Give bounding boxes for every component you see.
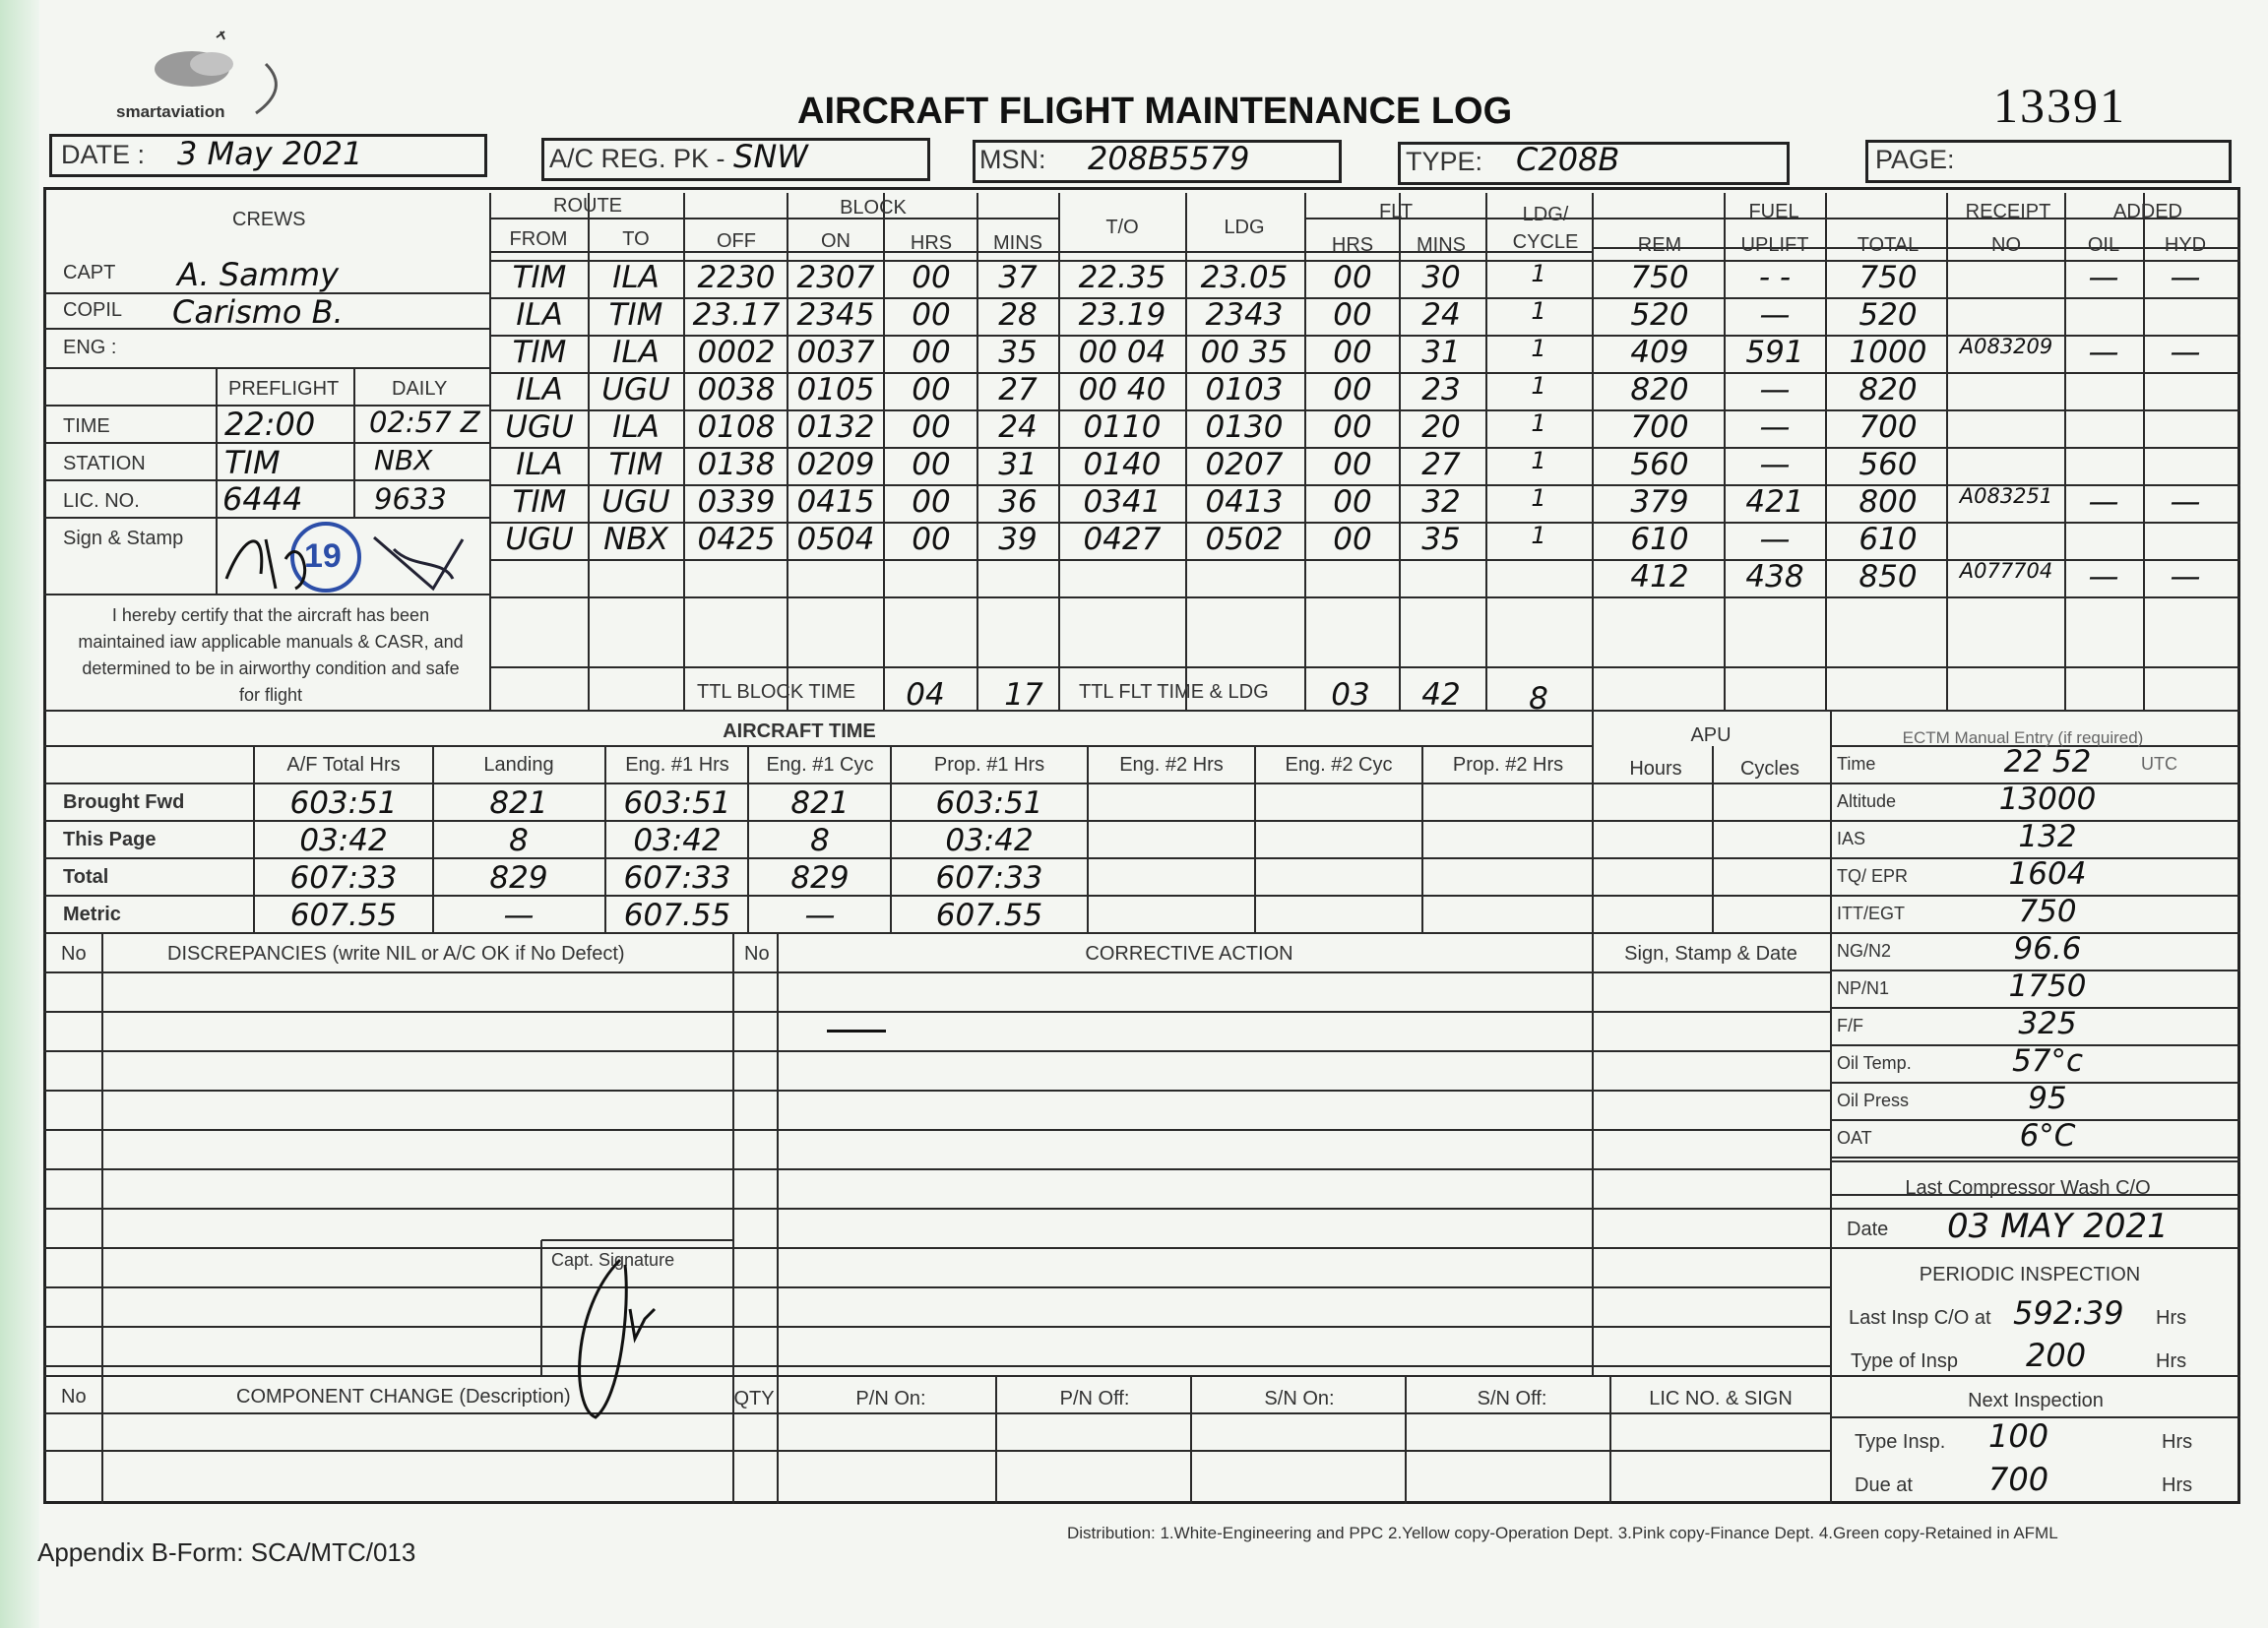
fuel-oil: — xyxy=(2088,260,2119,295)
ectm-label: Time xyxy=(1837,754,1876,774)
leg-flt-hrs: 00 xyxy=(1333,297,1372,333)
next-type-value: 100 xyxy=(1988,1417,2049,1455)
ttl-block-hrs: 04 xyxy=(906,677,945,713)
leg-flt-hrs: 00 xyxy=(1333,522,1372,557)
leg-off: 0138 xyxy=(697,447,776,482)
type-insp-value: 200 xyxy=(2026,1337,2087,1374)
ectm-label: Altitude xyxy=(1837,791,1897,811)
leg-hrs: 00 xyxy=(912,260,951,295)
added-header: ADDED xyxy=(2112,201,2183,222)
fuel-hyd: — xyxy=(2170,484,2201,520)
aircraft-time-value: 03:42 xyxy=(633,823,722,858)
receipt-header: RECEIPT xyxy=(1965,201,2051,222)
leg-from: ILA xyxy=(516,372,563,407)
sn-on-header: S/N On: xyxy=(1264,1388,1335,1409)
ttl-ldg: 8 xyxy=(1529,681,1548,717)
fuel-total: 820 xyxy=(1858,372,1918,407)
leg-from: UGU xyxy=(505,522,574,557)
leg-hrs: 00 xyxy=(912,335,951,370)
aircraft-time-value: 8 xyxy=(810,823,830,858)
on-header: ON xyxy=(821,230,850,252)
leg-cycle: 1 xyxy=(1531,260,1546,287)
next-type-label: Type Insp. xyxy=(1855,1431,1946,1453)
fuel-uplift: 591 xyxy=(1745,335,1804,370)
leg-flt-mins: 30 xyxy=(1421,260,1461,295)
aircraft-time-value: 821 xyxy=(489,785,548,821)
crews-header: CREWS xyxy=(232,209,306,230)
ectm-value: 1750 xyxy=(2008,969,2087,1004)
leg-off: 23.17 xyxy=(692,297,781,333)
corrective-dash xyxy=(827,1030,886,1033)
ttl-block-label: TTL BLOCK TIME xyxy=(697,681,856,703)
leg-cycle: 1 xyxy=(1531,372,1546,400)
aircraft-time-col-header: Eng. #2 Cyc xyxy=(1285,754,1393,776)
ectm-title: ECTM Manual Entry (if required) xyxy=(1902,728,2144,747)
leg-ldg: 23.05 xyxy=(1200,260,1289,295)
station-label: STATION xyxy=(63,453,146,474)
route-header: ROUTE xyxy=(553,195,622,217)
aircraft-time-col-header: Landing xyxy=(483,754,554,776)
aircraft-time-value: 821 xyxy=(790,785,850,821)
leg-cycle: 1 xyxy=(1531,447,1546,474)
preflight-label: PREFLIGHT xyxy=(228,378,340,400)
fuel-rem: 610 xyxy=(1630,522,1689,557)
leg-off: 0038 xyxy=(697,372,776,407)
comp-title: COMPONENT CHANGE (Description) xyxy=(236,1386,571,1408)
ectm-value: 750 xyxy=(2018,894,2077,929)
time-daily: 02:57 Z xyxy=(369,406,480,439)
distribution-note: Distribution: 1.White-Engineering and PPC 2.Yellow copy-Operation Dept. 3.Pink copy-Finance Dept. 4.Green copy-Retained in AFML xyxy=(1067,1524,2058,1542)
leg-t-o: 0341 xyxy=(1083,484,1162,520)
leg-t-o: 00 04 xyxy=(1078,335,1166,370)
compressor-date-label: Date xyxy=(1847,1219,1889,1240)
leg-mins: 27 xyxy=(998,372,1038,407)
ectm-value: 22 52 xyxy=(2003,744,2092,780)
fuel-uplift: — xyxy=(1759,447,1791,482)
aircraft-time-row-label: Metric xyxy=(63,904,121,925)
cert-line-1: I hereby certify that the aircraft has been xyxy=(111,605,430,625)
disc-title: DISCREPANCIES (write NIL or A/C OK if No Defect) xyxy=(167,943,625,965)
brand-name: smartaviation xyxy=(116,102,225,121)
leg-flt-hrs: 00 xyxy=(1333,484,1372,520)
leg-hrs: 00 xyxy=(912,522,951,557)
station-daily: NBX xyxy=(374,444,433,476)
leg-off: 0002 xyxy=(697,335,776,370)
pn-off-header: P/N Off: xyxy=(1059,1388,1130,1409)
leg-t-o: 00 40 xyxy=(1078,372,1166,407)
fuel-rem: 700 xyxy=(1630,409,1689,445)
fuel-rem: 820 xyxy=(1630,372,1689,407)
fuel-uplift: 438 xyxy=(1745,559,1804,595)
flt-header: FLT xyxy=(1378,201,1414,222)
leg-on: 0105 xyxy=(796,372,875,407)
time-preflight: 22:00 xyxy=(224,406,316,443)
ttl-block-mins: 17 xyxy=(1004,677,1043,713)
aircraft-time-col-header: A/F Total Hrs xyxy=(286,754,401,776)
leg-t-o: 0140 xyxy=(1083,447,1162,482)
ectm-value: 96.6 xyxy=(2013,931,2082,967)
aircraft-time-value: 607.55 xyxy=(623,898,731,933)
leg-ldg: 0413 xyxy=(1205,484,1284,520)
ldg-header: LDG xyxy=(1224,217,1265,238)
type-insp-label: Type of Insp xyxy=(1851,1350,1958,1372)
ectm-label: OAT xyxy=(1837,1128,1872,1148)
aircraft-time-value: 829 xyxy=(489,860,548,896)
capt-signature-label: Capt. Signature xyxy=(551,1250,675,1270)
leg-flt-mins: 24 xyxy=(1421,297,1461,333)
ectm-value: 325 xyxy=(2018,1006,2077,1041)
fuel-total: 560 xyxy=(1858,447,1918,482)
aircraft-time-value: 607.55 xyxy=(289,898,398,933)
ldg-cycle-header: LDG/ CYCLE xyxy=(1512,204,1579,253)
form-reference: Appendix B-Form: SCA/MTC/013 xyxy=(37,1537,416,1567)
daily-label: DAILY xyxy=(392,378,448,400)
last-insp-value: 592:39 xyxy=(2013,1294,2124,1332)
leg-cycle: 1 xyxy=(1531,484,1546,512)
leg-flt-hrs: 00 xyxy=(1333,335,1372,370)
capt-value: A. Sammy xyxy=(177,256,340,293)
msn-value: 208B5579 xyxy=(1088,140,1250,177)
total-header: TOTAL xyxy=(1857,234,1920,256)
leg-ldg: 0103 xyxy=(1205,372,1284,407)
sign-stamp-date-label: Sign, Stamp & Date xyxy=(1624,943,1797,965)
leg-flt-mins: 27 xyxy=(1421,447,1461,482)
disc-no2-label: No xyxy=(744,943,770,965)
leg-flt-hrs: 00 xyxy=(1333,260,1372,295)
fuel-hyd: — xyxy=(2170,335,2201,370)
disc-no-label: No xyxy=(61,943,87,965)
last-insp-label: Last Insp C/O at xyxy=(1849,1307,1991,1329)
leg-off: 2230 xyxy=(697,260,776,295)
fuel-rem: 520 xyxy=(1630,297,1689,333)
fuel-total: 520 xyxy=(1858,297,1918,333)
leg-mins: 24 xyxy=(998,409,1038,445)
copil-value: Carismo B. xyxy=(172,293,344,331)
ectm-value: 95 xyxy=(2028,1081,2067,1116)
aircraft-time-value: 607:33 xyxy=(289,860,398,896)
leg-from: ILA xyxy=(516,297,563,333)
leg-t-o: 0427 xyxy=(1083,522,1162,557)
copil-label: COPIL xyxy=(63,299,123,321)
aircraft-time-title: AIRCRAFT TIME xyxy=(723,720,876,742)
leg-to: ILA xyxy=(612,409,660,445)
leg-flt-hrs: 00 xyxy=(1333,447,1372,482)
fuel-receipt: A083251 xyxy=(1959,484,2053,508)
fuel-hyd: — xyxy=(2170,260,2201,295)
ectm-value: 132 xyxy=(2018,819,2077,854)
aircraft-time-value: 607:33 xyxy=(935,860,1043,896)
leg-flt-mins: 31 xyxy=(1421,335,1461,370)
compressor-wash-title: Last Compressor Wash C/O xyxy=(1905,1177,2151,1199)
leg-hrs: 00 xyxy=(912,297,951,333)
rem-header: REM xyxy=(1637,234,1682,256)
ectm-value: 1604 xyxy=(2008,856,2087,892)
hyd-header: HYD xyxy=(2164,234,2207,256)
leg-hrs: 00 xyxy=(912,484,951,520)
leg-to: UGU xyxy=(601,484,670,520)
fuel-rem: 409 xyxy=(1630,335,1689,370)
fuel-uplift: — xyxy=(1759,409,1791,445)
ectm-value: 57°c xyxy=(2012,1043,2083,1079)
leg-mins: 35 xyxy=(998,335,1038,370)
date-value: 3 May 2021 xyxy=(177,135,363,172)
crew-signature xyxy=(207,520,482,598)
flt-hrs-header: HRS xyxy=(1331,234,1374,256)
apu-title: APU xyxy=(1690,724,1732,746)
form-number: 13391 xyxy=(1993,78,2126,133)
leg-to: NBX xyxy=(603,522,668,557)
type-label: TYPE: xyxy=(1406,147,1483,176)
reg-label: A/C REG. PK - xyxy=(549,144,725,173)
leg-on: 0209 xyxy=(796,447,875,482)
leg-ldg: 00 35 xyxy=(1200,335,1289,370)
leg-to: TIM xyxy=(608,447,663,482)
oil-header: OIL xyxy=(2087,234,2120,256)
ectm-label: F/F xyxy=(1837,1016,1863,1035)
leg-to: TIM xyxy=(608,297,663,333)
aircraft-time-row-label: This Page xyxy=(63,829,157,850)
block-header: BLOCK xyxy=(840,197,907,219)
ectm-label: TQ/ EPR xyxy=(1837,866,1909,886)
next-type-unit: Hrs xyxy=(2162,1431,2193,1453)
next-due-value: 700 xyxy=(1988,1461,2049,1498)
leg-on: 2345 xyxy=(796,297,875,333)
captain-signature xyxy=(551,1250,699,1427)
comp-no-label: No xyxy=(61,1386,87,1408)
capt-label: CAPT xyxy=(63,262,116,283)
fuel-receipt: A077704 xyxy=(1959,559,2053,583)
leg-from: ILA xyxy=(516,447,563,482)
aircraft-time-value: 8 xyxy=(509,823,529,858)
uplift-header: UPLIFT xyxy=(1740,234,1809,256)
fuel-uplift: 421 xyxy=(1745,484,1804,520)
fuel-uplift: — xyxy=(1759,297,1791,333)
lic-sign-header: LIC NO. & SIGN xyxy=(1649,1388,1793,1409)
leg-flt-mins: 32 xyxy=(1421,484,1461,520)
aircraft-time-value: — xyxy=(804,898,836,933)
aircraft-time-row-label: Brought Fwd xyxy=(63,791,185,813)
type-insp-unit: Hrs xyxy=(2156,1350,2187,1372)
page-label: PAGE: xyxy=(1875,145,1955,174)
leg-to: UGU xyxy=(601,372,670,407)
cert-line-2: maintained iaw applicable manuals & CASR, and xyxy=(78,632,464,652)
leg-ldg: 0207 xyxy=(1205,447,1284,482)
fuel-header: FUEL xyxy=(1748,201,1799,222)
leg-hrs: 00 xyxy=(912,409,951,445)
ttl-flt-label: TTL FLT TIME & LDG xyxy=(1079,681,1269,703)
leg-from: TIM xyxy=(512,484,567,520)
off-header: OFF xyxy=(717,230,756,252)
ectm-value: 6°C xyxy=(2019,1118,2076,1154)
receipt-no-header: NO xyxy=(1991,234,2021,256)
ectm-label: Oil Press xyxy=(1837,1091,1910,1110)
leg-from: TIM xyxy=(512,260,567,295)
fuel-oil: — xyxy=(2088,559,2119,595)
periodic-title: PERIODIC INSPECTION xyxy=(1919,1264,2141,1285)
next-due-unit: Hrs xyxy=(2162,1474,2193,1496)
leg-mins: 36 xyxy=(998,484,1038,520)
lic-daily: 9633 xyxy=(374,482,447,516)
ectm-label: Oil Temp. xyxy=(1837,1053,1912,1073)
leg-on: 2307 xyxy=(796,260,875,295)
flt-mins-header: MINS xyxy=(1417,234,1466,256)
fuel-uplift: - - xyxy=(1758,260,1792,295)
pn-on-header: P/N On: xyxy=(855,1388,926,1409)
leg-off: 0339 xyxy=(697,484,776,520)
fuel-rem: 560 xyxy=(1630,447,1689,482)
leg-cycle: 1 xyxy=(1531,335,1546,362)
ectm-value: 13000 xyxy=(1998,782,2097,817)
next-due-label: Due at xyxy=(1855,1474,1913,1496)
apu-cycles-label: Cycles xyxy=(1739,758,1800,780)
fuel-total: 610 xyxy=(1858,522,1918,557)
aircraft-time-col-header: Prop. #2 Hrs xyxy=(1452,754,1564,776)
aircraft-time-value: 03:42 xyxy=(945,823,1034,858)
leg-cycle: 1 xyxy=(1531,522,1546,549)
leg-t-o: 23.19 xyxy=(1078,297,1166,333)
ectm-unit: UTC xyxy=(2141,754,2177,774)
date-label: DATE : xyxy=(61,140,146,169)
fuel-total: 800 xyxy=(1858,484,1918,520)
aircraft-time-col-header: Prop. #1 Hrs xyxy=(933,754,1045,776)
station-preflight: TIM xyxy=(224,444,281,481)
next-insp-title: Next Inspection xyxy=(1968,1390,2104,1411)
from-header: FROM xyxy=(509,228,568,250)
leg-cycle: 1 xyxy=(1531,409,1546,437)
qty-header: QTY xyxy=(733,1388,775,1409)
leg-from: TIM xyxy=(512,335,567,370)
aircraft-time-value: 603:51 xyxy=(935,785,1043,821)
leg-on: 0132 xyxy=(796,409,875,445)
to-time-header: T/O xyxy=(1105,217,1139,238)
leg-t-o: 0110 xyxy=(1083,409,1162,445)
leg-hrs: 00 xyxy=(912,372,951,407)
fuel-total: 700 xyxy=(1858,409,1918,445)
msn-label: MSN: xyxy=(979,145,1046,174)
leg-off: 0425 xyxy=(697,522,776,557)
leg-ldg: 2343 xyxy=(1205,297,1284,333)
leg-mins: 39 xyxy=(998,522,1038,557)
aircraft-time-value: — xyxy=(503,898,535,933)
leg-mins: 31 xyxy=(998,447,1038,482)
ectm-label: IAS xyxy=(1837,829,1866,848)
aircraft-time-value: 603:51 xyxy=(289,785,398,821)
fuel-total: 850 xyxy=(1858,559,1918,595)
leg-mins: 37 xyxy=(998,260,1038,295)
fuel-uplift: — xyxy=(1759,372,1791,407)
leg-flt-mins: 23 xyxy=(1421,372,1461,407)
fuel-rem: 412 xyxy=(1630,559,1689,595)
time-label: TIME xyxy=(63,415,110,437)
fuel-uplift: — xyxy=(1759,522,1791,557)
sn-off-header: S/N Off: xyxy=(1477,1388,1547,1409)
leg-flt-mins: 35 xyxy=(1421,522,1461,557)
ectm-label: NG/N2 xyxy=(1837,941,1892,961)
aircraft-time-col-header: Eng. #2 Hrs xyxy=(1119,754,1224,776)
compressor-date-value: 03 MAY 2021 xyxy=(1947,1207,2169,1246)
leg-flt-hrs: 00 xyxy=(1333,409,1372,445)
fuel-total: 1000 xyxy=(1849,335,1927,370)
cert-line-3: determined to be in airworthy condition and safe xyxy=(82,658,460,678)
aircraft-time-value: 607:33 xyxy=(623,860,731,896)
leg-from: UGU xyxy=(505,409,574,445)
leg-flt-hrs: 00 xyxy=(1333,372,1372,407)
leg-ldg: 0502 xyxy=(1205,522,1284,557)
leg-flt-mins: 20 xyxy=(1421,409,1461,445)
mins-header: MINS xyxy=(993,232,1042,254)
lic-label: LIC. NO. xyxy=(63,490,140,512)
lic-preflight: 6444 xyxy=(222,480,303,518)
leg-off: 0108 xyxy=(697,409,776,445)
leg-on: 0415 xyxy=(796,484,875,520)
form-title: AIRCRAFT FLIGHT MAINTENANCE LOG xyxy=(797,91,1513,132)
leg-mins: 28 xyxy=(998,297,1038,333)
leg-to: ILA xyxy=(612,335,660,370)
aircraft-time-col-header: Eng. #1 Hrs xyxy=(625,754,729,776)
eng-label: ENG : xyxy=(63,337,117,358)
corrective-action-label: CORRECTIVE ACTION xyxy=(1085,943,1293,965)
type-value: C208B xyxy=(1516,141,1620,178)
cert-line-4: for flight xyxy=(238,685,303,705)
aircraft-time-col-header: Eng. #1 Cyc xyxy=(766,754,874,776)
ttl-flt-hrs: 03 xyxy=(1331,677,1370,713)
fuel-receipt: A083209 xyxy=(1959,335,2053,358)
ectm-label: ITT/EGT xyxy=(1837,904,1905,923)
hrs-header: HRS xyxy=(910,232,953,254)
leg-on: 0037 xyxy=(796,335,875,370)
stamp-number: 19 xyxy=(304,537,342,575)
leg-cycle: 1 xyxy=(1531,297,1546,325)
reg-value: SNW xyxy=(733,138,808,175)
leg-t-o: 22.35 xyxy=(1078,260,1166,295)
aircraft-time-row-label: Total xyxy=(63,866,109,888)
fuel-oil: — xyxy=(2088,484,2119,520)
aircraft-time-value: 03:42 xyxy=(299,823,388,858)
apu-hours-label: Hours xyxy=(1629,758,1682,780)
leg-on: 0504 xyxy=(796,522,875,557)
sign-stamp-label: Sign & Stamp xyxy=(63,528,184,549)
leg-hrs: 00 xyxy=(912,447,951,482)
certification-text xyxy=(51,602,490,709)
aircraft-time-value: 607.55 xyxy=(935,898,1043,933)
fuel-hyd: — xyxy=(2170,559,2201,595)
fuel-total: 750 xyxy=(1858,260,1918,295)
aircraft-time-value: 829 xyxy=(790,860,850,896)
leg-ldg: 0130 xyxy=(1205,409,1284,445)
fuel-rem: 750 xyxy=(1630,260,1689,295)
to-header: TO xyxy=(622,228,650,250)
fuel-rem: 379 xyxy=(1630,484,1689,520)
aircraft-time-value: 603:51 xyxy=(623,785,731,821)
last-insp-unit: Hrs xyxy=(2156,1307,2187,1329)
fuel-oil: — xyxy=(2088,335,2119,370)
ttl-flt-mins: 42 xyxy=(1421,677,1461,713)
leg-to: ILA xyxy=(612,260,660,295)
ectm-label: NP/N1 xyxy=(1837,978,1890,998)
